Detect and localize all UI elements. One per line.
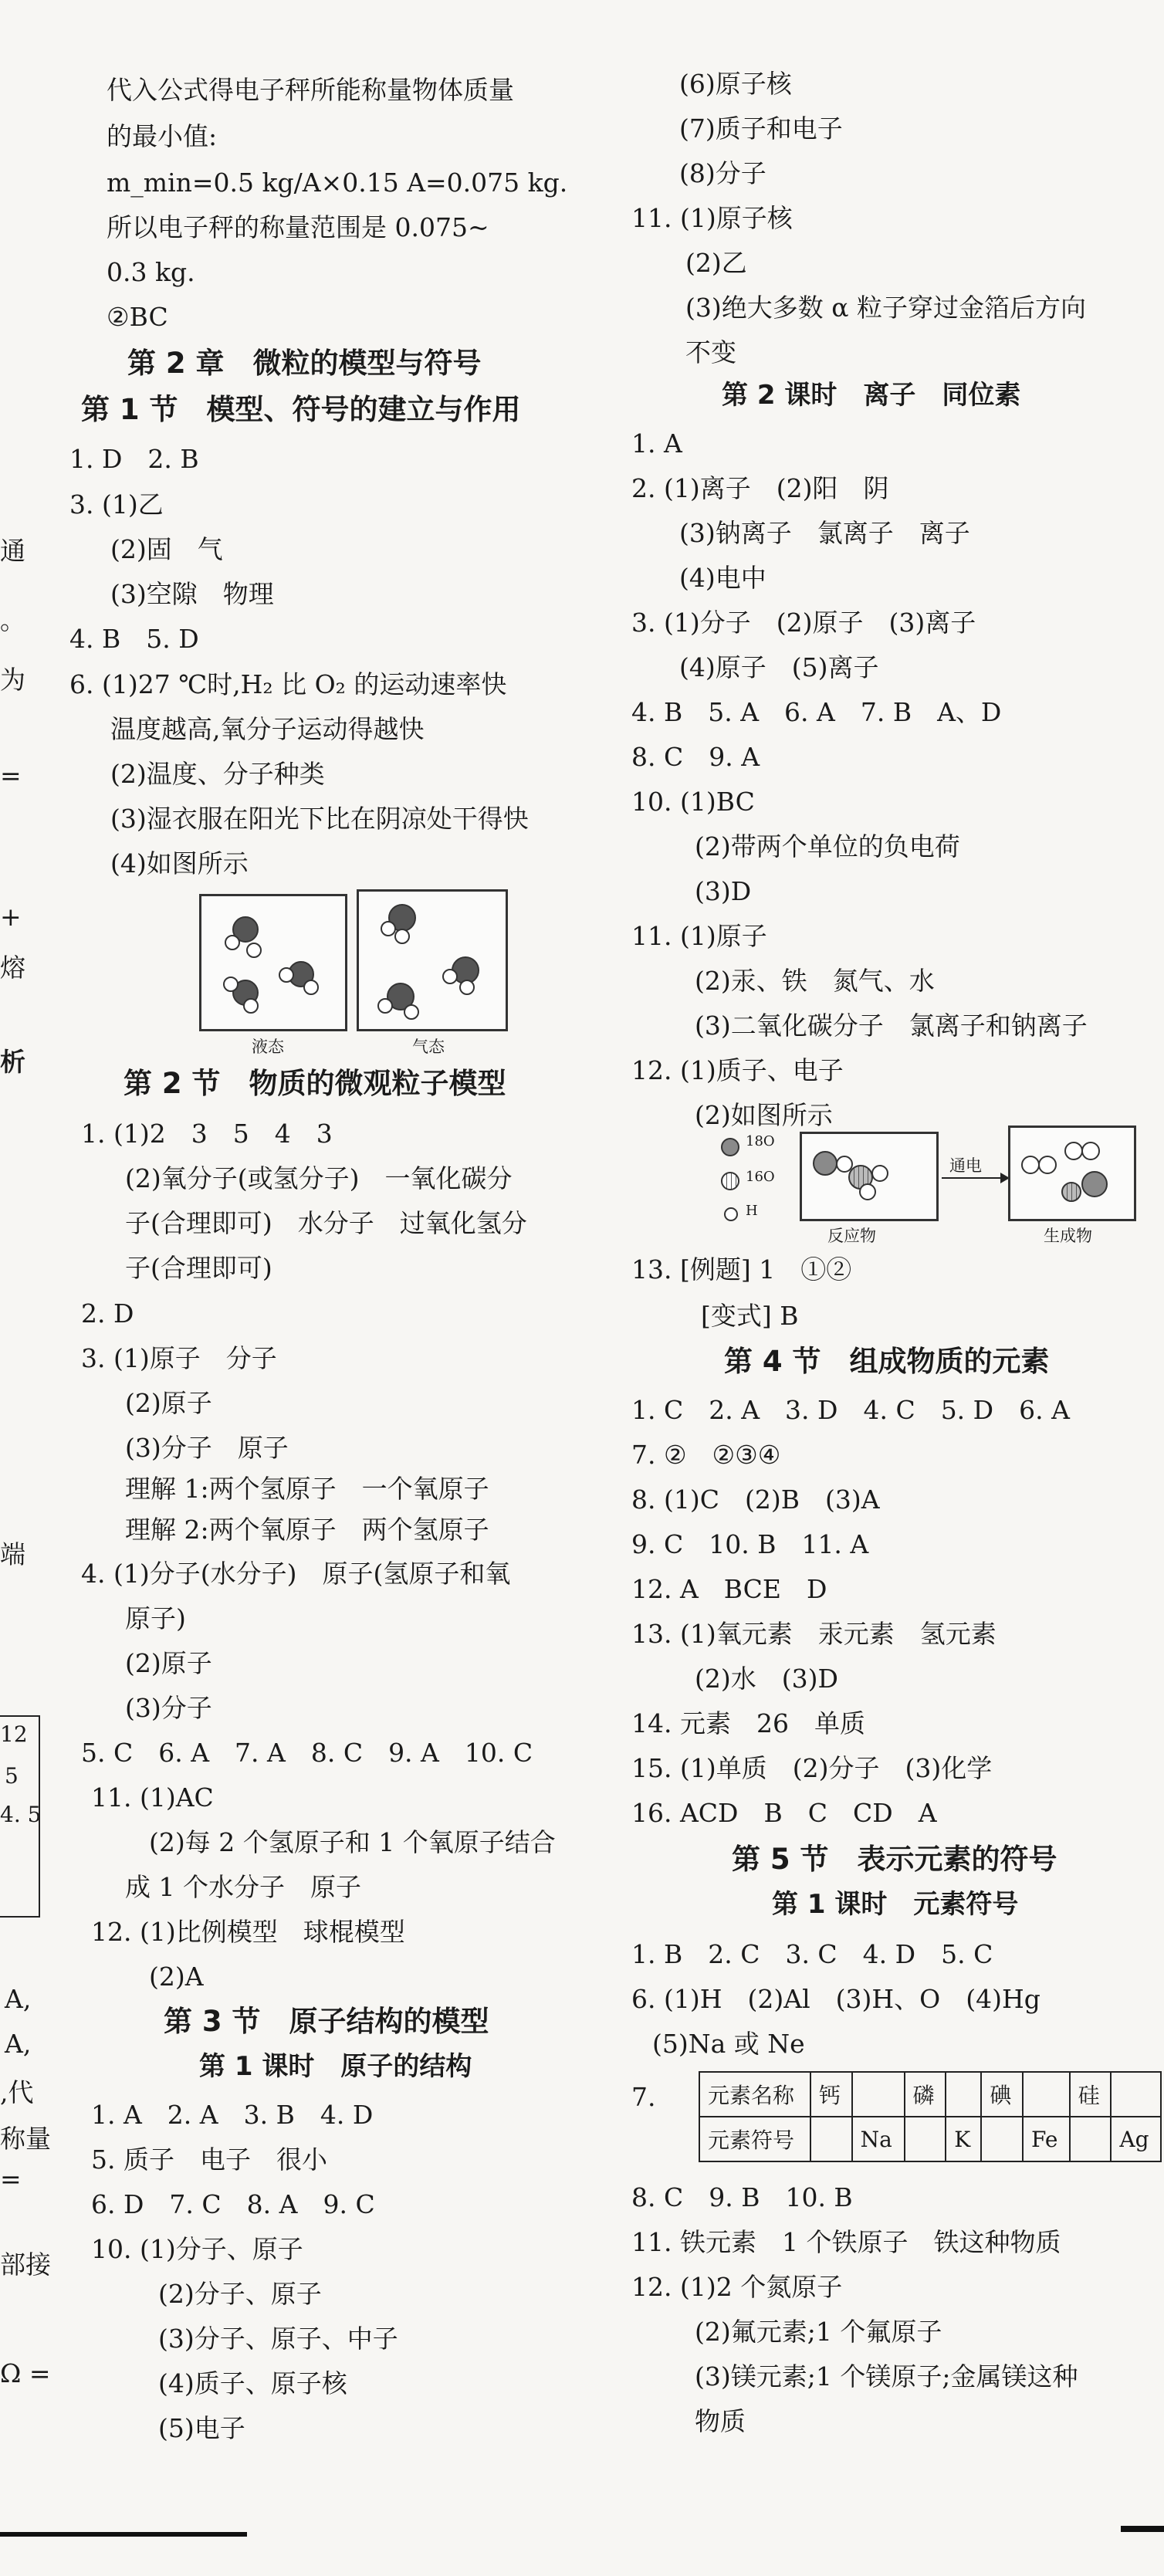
answer-line: 1. C 2. A 3. D 4. C 5. D 6. A bbox=[631, 1395, 1070, 1425]
table-cell: 碘 bbox=[981, 2072, 1023, 2117]
answer-line: (2)每 2 个氢原子和 1 个氧原子结合 bbox=[149, 1827, 556, 1857]
table-cell: 钙 bbox=[810, 2072, 852, 2117]
lesson-title: 第 1 课时 元素符号 bbox=[772, 1889, 1019, 1920]
text-line: 所以电子秤的称量范围是 0.075~ bbox=[107, 212, 489, 242]
answer-line: 理解 2:两个氧原子 两个氢原子 bbox=[125, 1515, 489, 1545]
text-line: m_min=0.5 kg/A×0.15 A=0.075 kg. bbox=[107, 168, 568, 198]
answer-line: (4)质子、原子核 bbox=[158, 2368, 347, 2398]
table-cell bbox=[810, 2117, 852, 2161]
answer-line: (3)钠离子 氯离子 离子 bbox=[679, 518, 970, 548]
answer-line: 3. (1)分子 (2)原子 (3)离子 bbox=[631, 608, 976, 638]
margin-fragment: 端 bbox=[0, 1539, 25, 1569]
answer-line: 4. (1)分子(水分子) 原子(氢原子和氧 bbox=[81, 1559, 511, 1589]
arrow-label: 通电 bbox=[949, 1156, 982, 1175]
answer-line: (2)汞、铁 氮气、水 bbox=[695, 966, 935, 996]
answer-line: (3)绝大多数 α 粒子穿过金箔后方向 bbox=[685, 293, 1087, 323]
table-cell bbox=[852, 2072, 905, 2117]
answer-line: 12. (1)质子、电子 bbox=[631, 1055, 844, 1085]
table-cell: 硅 bbox=[1070, 2072, 1112, 2117]
answer-line: (5)电子 bbox=[158, 2413, 245, 2443]
margin-fragment: 熔 bbox=[0, 953, 25, 983]
table-cell: Na bbox=[852, 2117, 905, 2161]
section-title: 第 3 节 原子结构的模型 bbox=[164, 2005, 489, 2038]
answer-line: 11. 铁元素 1 个铁原子 铁这种物质 bbox=[631, 2227, 1061, 2257]
answer-line: 子(合理即可) bbox=[125, 1253, 272, 1283]
answer-line: 3. (1)乙 bbox=[69, 489, 164, 520]
margin-fragment: 4. 5 bbox=[0, 1802, 42, 1827]
answer-line: 8. C 9. A bbox=[631, 742, 760, 772]
answer-line: 13. [例题] 1 ①② bbox=[631, 1254, 852, 1285]
margin-fragment: = bbox=[0, 760, 22, 790]
answer-line: 不变 bbox=[685, 337, 736, 367]
answer-line: 10. (1)分子、原子 bbox=[91, 2234, 303, 2264]
section-title: 第 1 节 模型、符号的建立与作用 bbox=[81, 393, 521, 426]
answer-line: 9. C 10. B 11. A bbox=[631, 1529, 869, 1559]
answer-line: (6)原子核 bbox=[679, 69, 792, 99]
text-line: 0.3 kg. bbox=[107, 257, 195, 287]
answer-line: 13. (1)氧元素 汞元素 氢元素 bbox=[631, 1619, 997, 1649]
text-line: 代入公式得电子秤所能称量物体质量 bbox=[107, 75, 514, 105]
answer-line: (3)分子 bbox=[125, 1693, 212, 1723]
answer-line: 12. (1)比例模型 球棍模型 bbox=[91, 1917, 405, 1947]
answer-line: 14. 元素 26 单质 bbox=[631, 1708, 865, 1738]
answer-line: 1. D 2. B bbox=[69, 444, 199, 474]
answer-line: (2)温度、分子种类 bbox=[110, 759, 325, 789]
answer-line: (3)分子 原子 bbox=[125, 1433, 289, 1463]
margin-fragment: + bbox=[0, 902, 22, 932]
table-cell: 元素名称 bbox=[699, 2072, 810, 2117]
answer-line: 物质 bbox=[695, 2406, 746, 2436]
answer-line: (2)氟元素;1 个氟原子 bbox=[695, 2317, 942, 2347]
answer-line: 7. ② ②③④ bbox=[631, 1440, 781, 1470]
answer-line: (3)湿衣服在阳光下比在阴凉处干得快 bbox=[110, 804, 529, 834]
table-cell: K bbox=[946, 2117, 981, 2161]
table-cell bbox=[1070, 2117, 1112, 2161]
answer-line: 1. (1)2 3 5 4 3 bbox=[81, 1119, 333, 1149]
answer-line: (2)A bbox=[149, 1962, 204, 1992]
answer-line: 16. ACD B C CD A bbox=[631, 1798, 937, 1828]
answer-line: 5. C 6. A 7. A 8. C 9. A 10. C bbox=[81, 1738, 533, 1768]
table-cell: 磷 bbox=[905, 2072, 946, 2117]
margin-fragment: ,代 bbox=[0, 2077, 34, 2107]
answer-line: (2)固 气 bbox=[110, 534, 223, 564]
answer-line: (5)Na 或 Ne bbox=[652, 2029, 805, 2059]
table-cell bbox=[1111, 2072, 1161, 2117]
answer-line: 2. (1)离子 (2)阳 阴 bbox=[631, 473, 889, 503]
table-cell: Ag bbox=[1111, 2117, 1161, 2161]
margin-fragment: = bbox=[0, 2164, 22, 2194]
figure-caption: 反应物 bbox=[827, 1227, 876, 1245]
answer-line: 成 1 个水分子 原子 bbox=[125, 1872, 361, 1902]
answer-line: 12. A BCE D bbox=[631, 1574, 827, 1604]
answer-line: [变式] B bbox=[701, 1301, 799, 1331]
legend-label: 18O bbox=[746, 1133, 775, 1149]
margin-fragment: 析 bbox=[0, 1047, 25, 1077]
margin-table bbox=[0, 1715, 40, 1918]
answer-line: 6. (1)H (2)Al (3)H、O (4)Hg bbox=[631, 1984, 1040, 2014]
legend-h-icon bbox=[724, 1207, 738, 1221]
answer-line: 8. C 9. B 10. B bbox=[631, 2182, 853, 2212]
answer-line: (2)水 (3)D bbox=[695, 1664, 838, 1694]
figure-box-gas bbox=[357, 889, 508, 1031]
margin-fragment: Ω = bbox=[0, 2358, 51, 2388]
product-box bbox=[1008, 1126, 1136, 1221]
table-cell: Fe bbox=[1023, 2117, 1070, 2161]
table-cell: 元素符号 bbox=[699, 2117, 810, 2161]
section-title: 第 2 节 物质的微观粒子模型 bbox=[124, 1067, 506, 1100]
answer-line: 7. bbox=[631, 2082, 656, 2112]
answer-line: 1. B 2. C 3. C 4. D 5. C bbox=[631, 1939, 993, 1969]
section-title: 第 4 节 组成物质的元素 bbox=[724, 1345, 1050, 1378]
legend-16o-icon bbox=[721, 1172, 739, 1190]
answer-line: (4)原子 (5)离子 bbox=[679, 652, 879, 682]
answer-line: 3. (1)原子 分子 bbox=[81, 1343, 277, 1373]
answer-line: 15. (1)单质 (2)分子 (3)化学 bbox=[631, 1753, 993, 1783]
section-title: 第 5 节 表示元素的符号 bbox=[732, 1843, 1057, 1876]
lesson-title: 第 1 课时 原子的结构 bbox=[199, 2051, 472, 2082]
margin-fragment: 通 bbox=[0, 536, 25, 566]
answer-line: (2)分子、原子 bbox=[158, 2279, 322, 2309]
table-row bbox=[699, 2117, 1161, 2161]
answer-line: 4. B 5. D bbox=[69, 624, 199, 654]
text-line: ②BC bbox=[107, 302, 168, 332]
figure-caption: 生成物 bbox=[1044, 1227, 1092, 1245]
legend-label: H bbox=[746, 1203, 758, 1219]
lesson-title: 第 2 课时 离子 同位素 bbox=[722, 380, 1021, 411]
margin-fragment: A, bbox=[5, 2029, 32, 2059]
answer-line: 11. (1)原子核 bbox=[631, 203, 793, 233]
table-row bbox=[699, 2072, 1161, 2117]
answer-line: 12. (1)2 个氮原子 bbox=[631, 2272, 843, 2302]
answer-line: 理解 1:两个氢原子 一个氧原子 bbox=[125, 1474, 489, 1504]
margin-fragment: 。 bbox=[0, 605, 25, 635]
answer-line: 子(合理即可) 水分子 过氧化氢分 bbox=[125, 1208, 527, 1238]
answer-line: 1. A 2. A 3. B 4. D bbox=[91, 2100, 374, 2130]
answer-line: 1. A bbox=[631, 428, 682, 459]
table-cell bbox=[946, 2072, 981, 2117]
legend-18o-icon bbox=[721, 1138, 739, 1156]
answer-line: 10. (1)BC bbox=[631, 787, 755, 817]
answer-line: 11. (1)原子 bbox=[631, 921, 767, 951]
footer-rule bbox=[1121, 2526, 1164, 2532]
answer-line: (2)乙 bbox=[685, 248, 747, 278]
element-table bbox=[699, 2071, 1162, 2162]
answer-line: (4)如图所示 bbox=[110, 848, 249, 878]
answer-line: (3)D bbox=[695, 876, 752, 906]
margin-fragment: 为 bbox=[0, 665, 25, 695]
answer-line: (3)二氧化碳分子 氯离子和钠离子 bbox=[695, 1010, 1088, 1041]
answer-line: 8. (1)C (2)B (3)A bbox=[631, 1484, 880, 1515]
answer-line: (3)镁元素;1 个镁原子;金属镁这种 bbox=[695, 2361, 1078, 2392]
answer-line: (2)原子 bbox=[125, 1388, 212, 1418]
answer-line: 6. (1)27 ℃时,H₂ 比 O₂ 的运动速率快 bbox=[69, 669, 507, 699]
answer-line: 2. D bbox=[81, 1298, 134, 1329]
answer-line: (4)电中 bbox=[679, 563, 766, 593]
answer-line: 温度越高,氧分子运动得越快 bbox=[110, 714, 425, 744]
answer-line: (7)质子和电子 bbox=[679, 113, 843, 144]
chapter-title: 第 2 章 微粒的模型与符号 bbox=[127, 347, 482, 380]
footer-rule bbox=[0, 2532, 247, 2537]
figure-caption: 液态 bbox=[252, 1038, 284, 1056]
table-cell bbox=[1023, 2072, 1070, 2117]
answer-line: (3)空隙 物理 bbox=[110, 579, 274, 609]
answer-line: 11. (1)AC bbox=[91, 1782, 214, 1813]
answer-line: 5. 质子 电子 很小 bbox=[91, 2144, 327, 2175]
table-cell bbox=[981, 2117, 1023, 2161]
answer-line: 原子) bbox=[125, 1603, 186, 1633]
answer-line: (8)分子 bbox=[679, 158, 766, 188]
margin-fragment: A, bbox=[5, 1984, 32, 2014]
answer-line: 4. B 5. A 6. A 7. B A、D bbox=[631, 697, 1002, 727]
reactant-box bbox=[800, 1132, 939, 1221]
legend-label: 16O bbox=[746, 1169, 775, 1185]
margin-fragment: 12 bbox=[0, 1721, 28, 1747]
figure-box-liquid bbox=[199, 894, 347, 1031]
margin-fragment: 5 bbox=[5, 1763, 19, 1789]
answer-line: (3)分子、原子、中子 bbox=[158, 2324, 398, 2354]
answer-line: (2)如图所示 bbox=[695, 1100, 833, 1130]
answer-line: (2)带两个单位的负电荷 bbox=[695, 831, 960, 861]
answer-line: 6. D 7. C 8. A 9. C bbox=[91, 2189, 375, 2219]
arrow-line bbox=[942, 1177, 1003, 1179]
margin-fragment: 称量 bbox=[0, 2124, 51, 2154]
answer-line: (2)氧分子(或氢分子) 一氧化碳分 bbox=[125, 1163, 513, 1193]
text-line: 的最小值: bbox=[107, 121, 218, 151]
answer-line: (2)原子 bbox=[125, 1648, 212, 1678]
margin-fragment: 部接 bbox=[0, 2249, 51, 2280]
table-cell bbox=[905, 2117, 946, 2161]
figure-caption: 气态 bbox=[412, 1038, 445, 1056]
